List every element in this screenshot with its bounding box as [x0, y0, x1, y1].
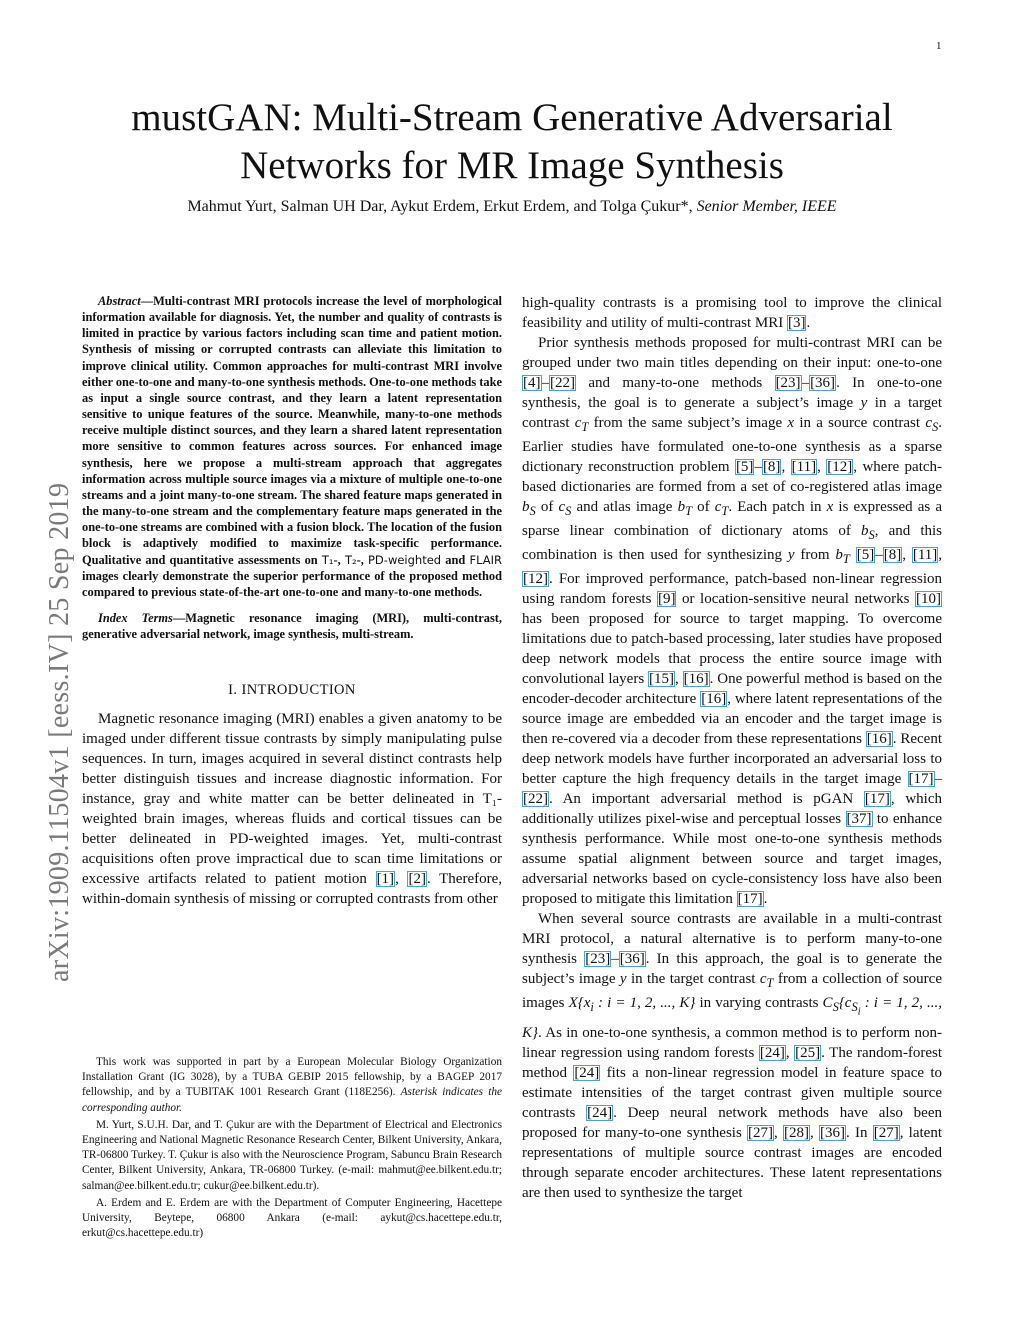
- citation-link[interactable]: [1]: [376, 871, 395, 888]
- citation-link[interactable]: [24]: [759, 1044, 785, 1061]
- abstract: [82, 293, 502, 600]
- citation-link[interactable]: [16]: [866, 731, 892, 747]
- abstract-math-flair: FLAIR: [469, 552, 502, 567]
- footnote-affiliation-bilkent: M. Yurt, S.U.H. Dar, and T. Çukur are with the Department of Electrical and Electronics Engineering and National Magnetic Resonance Research Center, Bilkent University, Ankara, TR-06800 Turkey. T. Çukur is also with the Neuroscience Program, Sabuncu Brain Research Center, Bilkent University, Ankara, TR-06800 Turkey. (e-mail: mahmut@ee.bilkent.edu.tr; salman@ee.bilkent.edu.tr; cukur@ee.bilkent.edu.tr).: [82, 1118, 502, 1192]
- citation-link[interactable]: [4]: [523, 375, 541, 391]
- index-terms: [82, 610, 502, 642]
- citation-link[interactable]: [9]: [657, 591, 676, 607]
- citation-link[interactable]: [17]: [737, 891, 763, 907]
- abstract-text: and: [441, 552, 470, 567]
- citation-link[interactable]: [5]: [735, 459, 754, 475]
- citation-link[interactable]: [5]: [856, 547, 875, 563]
- abstract-text: —Multi-contrast MRI protocols increase the level of morphological information available for diagnosis. Yet, the number and quality of contrasts is limited in practice by various factors including scan time and patient motion. Synthesis of missing or corrupted contrasts can alleviate this limitation to improve clinical utility. Common approaches for multi-contrast MRI involve either one-to-one and many-to-one synthesis methods. One-to-one methods take as input a single source contrast, and they learn a latent representation sensitive to unique features of the source. Meanwhile, many-to-one methods receive multiple distinct sources, and they learn a shared latent representation more sensitive to common features across sources. For enhanced image synthesis, here we propose a multi-stream approach that aggregates information across multiple source images via a mixture of multiple one-to-one streams and a joint many-to-one stream. The shared feature maps generated in the many-to-one stream and the complementary feature maps generated in the one-to-one streams are combined with a fusion block. The location of the fusion block is adaptively modified to maximize task-specific performance. Qualitative and quantitative assessments on: [82, 294, 503, 567]
- footnote-affiliation-hacettepe: A. Erdem and E. Erdem are with the Department of Computer Engineering, Hacettepe University, Beytepe, 06800 Ankara (e-mail: aykut@cs.hacettepe.edu.tr, erkut@cs.hacettepe.edu.tr): [82, 1196, 502, 1240]
- index-terms-text: —Magnetic resonance imaging (MRI), multi-contrast, generative adversarial network, image synthesis, multi-stream.: [82, 610, 502, 642]
- citation-link[interactable]: [23]: [585, 951, 611, 967]
- citation-link[interactable]: [3]: [787, 315, 806, 331]
- citation-link[interactable]: [8]: [762, 459, 781, 475]
- citation-link[interactable]: [16]: [701, 691, 727, 707]
- citation-link[interactable]: [16]: [683, 671, 709, 687]
- math-pd: PD: [229, 831, 249, 848]
- intro-paragraph: Magnetic resonance imaging (MRI) enables a given anatomy to be imaged under different tissue contrasts by simply manipulating pulse sequences. In turn, images acquired in several distinct contrasts help better distinguish tissues and increase diagnostic information. For instance, gray and white matter can be better delineated in T₁-weighted brain images, whereas fluids and cortical tissues can be better delineated in PD-weighted images. Yet, multi-contrast acquisitions often prove impractical due to scan time limitations or excessive artifacts related to patient motion [1], [2]. Therefore, within-domain synthesis of missing or corrupted contrasts from other: [82, 711, 503, 908]
- abstract-lead: Abstract: [98, 294, 141, 308]
- citation-link[interactable]: [27]: [873, 1124, 899, 1141]
- citation-link[interactable]: [24]: [574, 1064, 600, 1081]
- right-paragraph-3: When several source contrasts are available in a multi-contrast MRI protocol, a natural alternative is to perform many-to-one synthesis [23]–[36]. In this approach, the goal is to generate the subject’s image y in the target contrast $c_T$ from a collection of source images $X\{x_i$ : i = 1, 2, ..., K} in varying contrasts $C_S\{c_{S_i}$ : i = 1, 2, ..., K}. As in one-to-one synthesis, a common method is to perform non-linear regression using random forests [24], [25]. The random-forest method [24] fits a non-linear regression model in feature space to estimate intensities of the target contrast given multiple source contrasts [24]. Deep neural network methods have also been proposed for many-to-one synthesis [27], [28], [36]. In [27], latent representations of multiple source contrast images are encoded through separate encoder architectures. These latent representations are then used to synthesize the target: [522, 911, 942, 1201]
- citation-link[interactable]: [22]: [523, 791, 548, 807]
- abstract-math-t2: T₂: [344, 552, 357, 567]
- abstract-math-pd: PD-weighted: [368, 552, 442, 567]
- left-column: [82, 293, 502, 909]
- citation-link[interactable]: [28]: [784, 1124, 810, 1141]
- abstract-text: images clearly demonstrate the superior performance of the proposed method compared to previous state-of-the-art one-to-one and many-to-one methods.: [82, 568, 502, 599]
- citation-link[interactable]: [8]: [883, 547, 902, 563]
- citation-link[interactable]: [11]: [912, 547, 938, 563]
- abstract-text: -,: [356, 552, 368, 567]
- citation-link[interactable]: [36]: [619, 951, 645, 967]
- right-paragraph-1: high-quality contrasts is a promising tool to improve the clinical feasibility and utility of multi-contrast MRI [3].: [522, 295, 942, 331]
- section-heading-introduction: [82, 682, 502, 699]
- citation-link[interactable]: [27]: [748, 1124, 774, 1141]
- footnotes: [82, 1055, 502, 1243]
- citation-link[interactable]: [17]: [908, 771, 934, 787]
- right-paragraph-2: Prior synthesis methods proposed for multi-contrast MRI can be grouped under two main titles depending on their input: one-to-one [4]–[22] and many-to-one methods [23]–[36]. In one-to-one synthesis, the goal is to generate a subject’s image y in a target contrast $c_T$ from the same subject’s image x in a source contrast $c_S$. Earlier studies have formulated one-to-one synthesis as a sparse dictionary reconstruction problem [5]–[8], [11], [12], where patch-based dictionaries are formed from a set of co-registered atlas image $b_S$ of $c_S$ and atlas image $b_T$ of $c_T$. Each patch in x is expressed as a sparse linear combination of dictionary atoms of $b_S$, and this combination is then used for synthesizing y from $b_T$ [5]–[8], [11], [12]. For improved performance, patch-based non-linear regression using random forests [9] or location-sensitive neural networks [10] has been proposed for source to target mapping. To overcome limitations due to patch-based processing, later studies have proposed deep network models that process the entire source image with convolutional layers [15], [16]. One powerful method is based on the encoder-decoder architecture [16], where latent representations of the source image are embedded via an encoder and the target image is then re-covered via a decoder from these representations [16]. Recent deep network models have further incorporated an adversarial loss to better capture the high frequency details in the target image [17]–[22]. An important adversarial method is pGAN [17], which additionally utilizes pixel-wise and perceptual losses [37] to enhance synthesis performance. While most one-to-one synthesis methods assume spatial alignment between source and target images, adversarial networks based on cycle-consistency loss have also been proposed to mitigate this limitation [17].: [522, 335, 943, 907]
- citation-link[interactable]: [24]: [587, 1104, 613, 1121]
- title-line-1: mustGAN: Multi-Stream Generative Adversarial: [131, 96, 893, 139]
- author-list: [90, 198, 934, 216]
- citation-link[interactable]: [36]: [810, 375, 836, 391]
- index-terms-lead: Index Terms: [98, 610, 173, 625]
- citation-link[interactable]: [25]: [795, 1044, 821, 1061]
- citation-link[interactable]: [37]: [846, 811, 872, 827]
- author-role: Senior Member, IEEE: [696, 198, 837, 215]
- citation-link[interactable]: [12]: [523, 571, 548, 587]
- footnote-funding: This work was supported in part by a European Molecular Biology Organization Installation Grant (IG 3028), by a TUBA GEBIP 2015 fellowship, by a BAGEP 2017 fellowship, and by a TUBITAK 1001 Research Grant (118E256). Asterisk indicates the corresponding author.: [82, 1056, 502, 1114]
- title-line-2: Networks for MR Image Synthesis: [240, 144, 784, 187]
- section-numeral: I.: [228, 682, 242, 699]
- section-title-initial: I: [241, 682, 247, 699]
- right-column: [522, 293, 942, 1203]
- abstract-text: -,: [333, 552, 345, 567]
- citation-link[interactable]: [11]: [791, 459, 817, 475]
- paper-title: [90, 94, 934, 190]
- math-t1: T₁: [482, 791, 497, 808]
- citation-link[interactable]: [17]: [864, 791, 890, 807]
- abstract-math-t1: T₁: [321, 552, 334, 567]
- citation-link[interactable]: [22]: [550, 375, 575, 391]
- arxiv-identifier-stamp: arXiv:1909.11504v1 [eess.IV] 25 Sep 2019: [44, 482, 75, 982]
- section-title-rest: NTRODUCTION: [246, 682, 356, 699]
- citation-link[interactable]: [2]: [408, 871, 426, 888]
- citation-link[interactable]: [12]: [827, 459, 853, 475]
- citation-link[interactable]: [36]: [820, 1124, 845, 1141]
- citation-link[interactable]: [15]: [649, 671, 675, 687]
- citation-link[interactable]: [23]: [775, 375, 801, 391]
- page-number: 1: [936, 40, 942, 52]
- citation-link[interactable]: [10]: [915, 591, 941, 607]
- author-names: Mahmut Yurt, Salman UH Dar, Aykut Erdem, Erkut Erdem, and Tolga Çukur*,: [187, 198, 693, 215]
